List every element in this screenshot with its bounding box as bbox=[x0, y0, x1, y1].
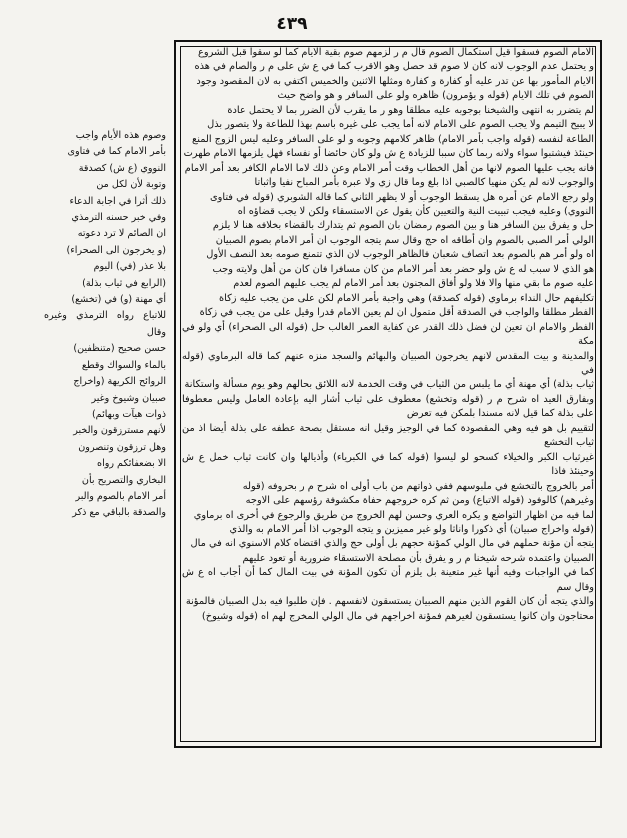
margin-line: بالماء والسواك وقطع bbox=[81, 359, 166, 371]
commentary-line: لم يتضرر به انتهى والشيخنا بوجوبه عليه مطلقا وهو ر ما يقرب لأن الضرر بما لا يحتمل عادة bbox=[227, 104, 594, 116]
margin-line: صبيان وشيوخ وغير bbox=[91, 392, 166, 404]
commentary-line: أمر بالخروج بالتخشع في ملبوسهم ففي ذواتهم من باب أولى اه شرح م ر بحروفه (قوله bbox=[242, 480, 594, 492]
margin-line: ان الصائم لا ترد دعوته bbox=[77, 228, 166, 240]
commentary-line: لا يبيح التيمم ولا يجب الصوم على الامام لانه أما يجب على غيره باسم بهذا للطاعة ولا يتصور بذل bbox=[207, 119, 594, 131]
commentary-text bbox=[182, 46, 594, 744]
margin-line: البخاري والتصريح بأن bbox=[81, 474, 166, 486]
commentary-line: وبفارق العيد اه شرح م ر (قوله وتخشع) معطوف على ثياب أشار اليه بإعادة العامل وليس معطوفا على بذلة كما قيل لانه مسندا بلمكن فيه تعرض bbox=[182, 393, 594, 420]
commentary-line: ولو رجع الامام عن أمره هل يسقط الوجوب أو لا يظهر الثاني كما قاله الشوبري (قوله في فتاوى bbox=[209, 191, 594, 203]
commentary-line: لتقييم بل هو فيه وهي المقصودة كما في الوجيز وقيل انه مستقل بصحة عطفه على بذلة أيضا اذ من ثياب التخشع bbox=[182, 422, 594, 449]
commentary-line: الفطر مطلقا والواجب في الصدقة أقل متمول ان لم يعين الامام قدرا وقيل على من يجب في زكاة bbox=[199, 307, 594, 319]
commentary-line: الطاعة لنفسه (قوله واجب بأمر الامام) ظاهر كلامهم وجوبه و لو على السافر وعليه ليس الزوج المنع bbox=[192, 133, 594, 145]
commentary-line: كما في الواجبات وفيه أنها غير متعينة بل يلزم أن تكون المؤنة في بيت المال كما أن أجاب اه ع ش وقال سم bbox=[182, 567, 594, 593]
commentary-line: الصبيان واعتمده شرحه شيخنا م ر و يفرق بأن مصلحة الاستسقاء ضرورية أو تعود عليهم bbox=[242, 552, 594, 564]
commentary-line: الامام الصوم فسقوا قيل استكمال الصوم قال م ر لزمهم صوم بقية الايام كما لو سقوا قبل الشروع bbox=[198, 47, 594, 58]
commentary-line: اه ولو أمر هم بالصوم بعد اتصاف شعبان فالظاهر الوجوب لان الذي تتمنع صومه بعد النصف الأول bbox=[206, 249, 594, 261]
commentary-line: و يحتمل عدم الوجوب لانه كان لا صوم قد حصل وهو الاقرب كما في ع ش على م ر والصام في هذه bbox=[194, 61, 594, 73]
commentary-line: الولي أمر الصبي بالصوم وان أطاقه اه حج وقال سم يتجه الوجوب ان أمر الامام بصوم الصبيان bbox=[215, 234, 594, 246]
margin-line: أمر الامام بالصوم والبر bbox=[75, 490, 166, 502]
commentary-line: حل و يفرق بين السافر هنا و بين الصوم رمضان بان الصوم ثم يتدارك بالقضاء بخلافه هنا لا يلزم bbox=[212, 220, 594, 232]
commentary-line: يتجه أن مؤنة حملهم في مال الولي كمؤنة حجهم بل أولى حج والذي اقتضاه كلام الاسنوي انه في مال bbox=[190, 538, 594, 550]
margin-line: ذوات هيآت وبهائم) bbox=[91, 408, 166, 420]
margin-line: وفي خبر حسنه الترمذي bbox=[71, 212, 166, 224]
commentary-line: الايام المأمور بها عن تدر عليه أو كفارة و كفارة ومثلها الاثنين والخميس اكتفي به لان المقصود وجود bbox=[196, 75, 594, 87]
margin-line: وهل ترزقون وتنصرون bbox=[78, 441, 166, 453]
commentary-line: تكليفهم حال النداء برماوي (قوله كصدقة) وهي واجبة بأمر الامام لكن على من يجب عليه زكاة bbox=[218, 292, 594, 304]
margin-line: ذلك أثرا في اجابة الدعاء bbox=[69, 195, 166, 207]
commentary-line: هو الذي لا سبب له ع ش ولو حضر بعد أمر الامام من كان مسافرا فان كان من أهل ولايته وجب bbox=[212, 263, 594, 275]
margin-line: بأمر الامام كما في فتاوى bbox=[67, 146, 166, 158]
margin-line: والصدقة بالباقي مع ذكر bbox=[72, 507, 166, 519]
commentary-line: الفطر والامام ان تعين لن فضل ذلك القدر عن كفاية العمر الغالب حل (قوله الى الصحراء) أي ولو في مكة bbox=[182, 321, 594, 348]
margin-line: بلا عذر (في) اليوم bbox=[93, 261, 166, 273]
margin-line: وصوم هذه الأيام واجب bbox=[75, 130, 166, 141]
commentary-line: والمدينة و بيت المقدس لانهم يخرجون الصبيان والبهائم والسجد منزه عنهم كما قاله البرماوي (قوله في bbox=[182, 350, 594, 376]
margin-line: وتوبة لأن لكل من bbox=[96, 179, 166, 191]
margin-line: (و يخرجون الى الصحراء) bbox=[66, 244, 166, 256]
margin-line: للاتباع رواه الترمذي وغيره وقال bbox=[44, 310, 166, 338]
commentary-line: الصوم في تلك الايام (قوله و يؤمرون) ظاهره ولو على السافر و هو واضح حيث bbox=[277, 90, 594, 102]
commentary-line: والوجوب لانه لم يكن منهيا كالصبي اذا بلغ وما قال زي ولا عبرة بأمر المباح نفيا واثباتا bbox=[254, 177, 594, 189]
margin-line: (الرابع في ثياب بذلة) bbox=[82, 277, 166, 289]
commentary-line: حينئذ فيشتبوا سواء ولانه ربما كان سببا للزيادة ع ش ولو كان حائضا أو نفساء فهل يلزمها الامام طهرت bbox=[183, 148, 594, 160]
margin-line: النووي (ع ش) كصدقة bbox=[78, 162, 166, 174]
commentary-line: وغيرهم) كالوفود (قوله الاتباع) ومن ثم كره خروجهم حفاة مكشوفة رؤسهم على الاوجه bbox=[245, 495, 594, 507]
commentary-line: ثياب بذلة) أي مهنة أي ما يلبس من الثياب في وقت الخدمة لانه اللائق بحالهم وهو يوم مسألة واستكانة bbox=[184, 379, 594, 391]
margin-line: حسن صحيح (متنظفين) bbox=[73, 343, 166, 355]
margin-line: الروائح الكريهة (واخراج bbox=[73, 376, 166, 388]
commentary-line: غيرثياب الكبر والخيلاء كسحو لو ليسوا (قوله كما في الكبرياء) وأذيالها وان كانت ثياب خمل ع ش وحينئذ فاذا bbox=[182, 451, 594, 478]
margin-line: أي مهنة (و) في (تخشع) bbox=[71, 294, 166, 306]
commentary-line: محتاجون وان كانوا يستسقون لغيرهم فمؤنة اخراجهم في مال الولي المخرج لهم اه (قوله وشيوخ) bbox=[201, 610, 594, 622]
margin-text bbox=[44, 128, 166, 628]
margin-line: لأنهم مسترزقون والخبر bbox=[73, 425, 166, 437]
margin-line: الا بضعفائكم رواه bbox=[97, 458, 166, 470]
commentary-line: لما فيه من اظهار التواضع و يكره العري وحسن لهم الخروج من طريق والرجوع في أخرى اه برماوي bbox=[193, 509, 594, 521]
commentary-line: (قوله واخراج صبيان) أي ذكورا واناثا ولو غير مميزين و يتجه الوجوب اذا أمر الامام به والذي bbox=[229, 523, 594, 535]
commentary-line: والذي يتجه أن كان القوم الذين منهم الصبيان يستسقون لانفسهم . فإن طلبوا فيه بدل الصبيان فالمؤنة bbox=[185, 596, 594, 608]
commentary-line: النووي) وعليه فيجب تبييت النية والتعيين كأن يقول عن الاستسقاء ولكن لا يجب قضاؤه اه bbox=[237, 205, 594, 217]
commentary-line: فانه يجب عليها الصوم لانها من أهل الخطاب وقت أمر الامام وعن ذلك لاما الامام الكافر بعد أمر الامام bbox=[184, 162, 594, 174]
page-number: ٤٣٩ bbox=[276, 14, 308, 34]
commentary-line: عليه صوم ما بقي منها والا فلا ولو أفاق المجنون بعد أمر الامام لم يجب عليهم الصوم لعدم bbox=[233, 278, 594, 290]
